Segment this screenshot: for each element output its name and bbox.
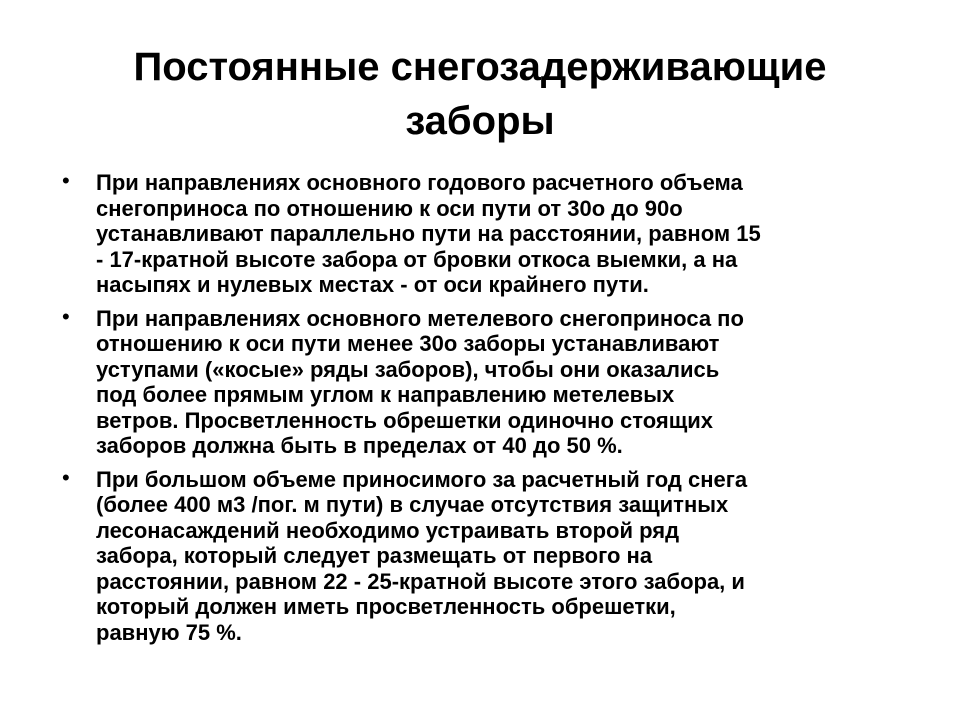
bullet-text-line: При большом объеме приносимого за расчетный год снега	[96, 466, 748, 492]
bullet-text-line: При направлениях основного годового расчетного объема	[96, 170, 743, 195]
bullet-text-line: насыпях и нулевых местах - от оси крайнего пути.	[96, 272, 649, 297]
bullet-text-line: При направлениях основного метелевого снегоприноса по	[96, 305, 744, 331]
slide-title	[60, 40, 900, 148]
bullet-text-line: забора, который следует размещать от первого на	[96, 543, 653, 568]
bullet-item	[60, 170, 910, 298]
slide-title-line: заборы	[405, 99, 555, 143]
bullet-text-line: (более 400 м3 /пог. м пути) в случае отсутствия защитных	[96, 492, 729, 517]
bullet-text-line: равную 75 %.	[96, 619, 242, 645]
bullet-icon: •	[62, 464, 70, 490]
bullet-text-line: - 17-кратной высоте забора от бровки откоса выемки, а на	[96, 246, 738, 272]
bullet-text-line: устанавливают параллельно пути на расстоянии, равном 15	[96, 221, 761, 246]
bullet-item	[60, 464, 910, 646]
bullet-list	[60, 170, 910, 653]
bullet-text-line: заборов должна быть в пределах от 40 до 50 %.	[96, 433, 623, 458]
bullet-text-line: отношению к оси пути менее 30о заборы устанавливают	[96, 331, 720, 356]
bullet-icon: •	[62, 168, 70, 193]
bullet-text-line: под более прямым углом к направлению метелевых	[96, 382, 675, 407]
slide-title-line: Постоянные снегозадерживающие	[133, 45, 827, 89]
bullet-text-line: расстоянии, равном 22 - 25-кратной высоте этого забора, и	[96, 568, 745, 594]
bullet-text-line: снегоприноса по отношению к оси пути от 30о до 90о	[96, 195, 683, 221]
bullet-icon: •	[62, 303, 70, 329]
bullet-text-line: лесонасаждений необходимо устраивать второй ряд	[96, 517, 680, 543]
bullet-text-line: ветров. Просветленность обрешетки одиночно стоящих	[96, 407, 714, 433]
bullet-item	[60, 303, 910, 459]
bullet-text-line: уступами («косые» ряды заборов), чтобы они оказались	[96, 356, 720, 382]
bullet-text-line: который должен иметь просветленность обрешетки,	[96, 594, 676, 619]
